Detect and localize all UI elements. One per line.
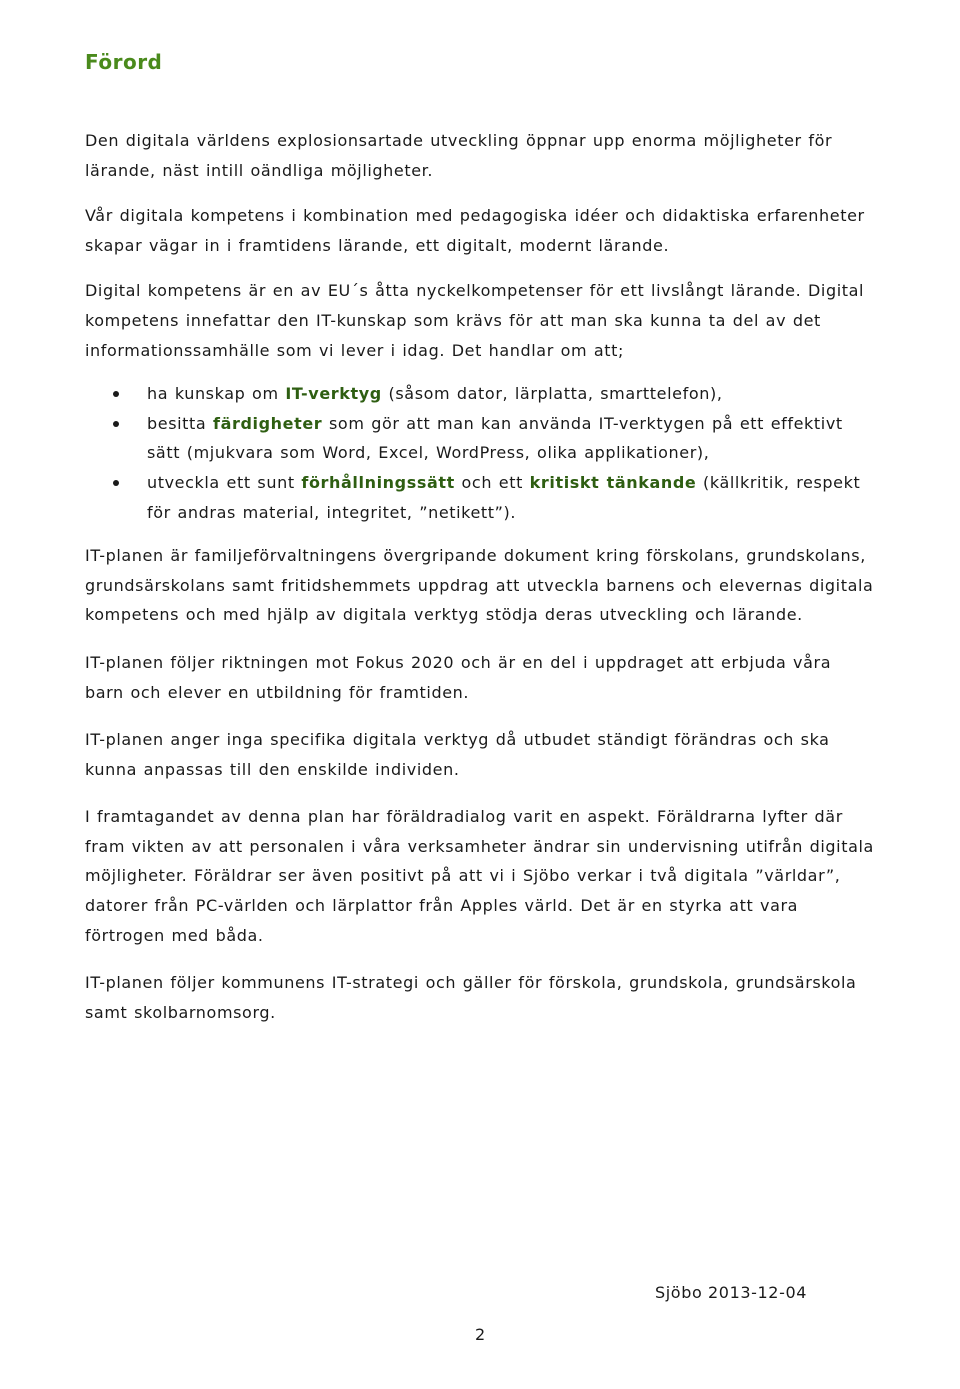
signature-date: Sjöbo 2013-12-04 — [655, 1283, 808, 1302]
paragraph-intro: Den digitala världens explosionsartade utveckling öppnar upp enorma möjligheter för lärande, näst intill oändliga möjligheter. — [85, 131, 833, 180]
highlight-term: IT-verktyg — [285, 384, 382, 404]
highlight-term: förhållningssätt — [301, 472, 455, 492]
bullet-icon — [113, 480, 119, 486]
list-item-it-tools — [85, 379, 875, 409]
list-item-text: (såsom dator, lärplatta, smarttelefon), — [381, 384, 723, 404]
document-body — [85, 126, 875, 1045]
page-title: Förord — [85, 50, 163, 74]
paragraph-digital-competence-combination: Vår digitala kompetens i kombination med pedagogiska idéer och didaktiska erfarenheter skapar vägar in i framtidens lärande, ett digitalt, modernt lärande. — [85, 206, 865, 255]
list-item-text: utveckla ett sunt — [147, 472, 302, 492]
list-item-text: och ett — [454, 472, 530, 492]
bullet-icon — [113, 391, 119, 397]
list-item-attitude — [85, 468, 875, 527]
list-item-text: ha kunskap om — [147, 384, 286, 404]
bullet-icon — [113, 421, 119, 427]
list-item-text: (källkritik, respekt för andras material, integritet, ”netikett”). — [147, 472, 861, 522]
paragraph-parent-dialogue: I framtagandet av denna plan har föräldradialog varit en aspekt. Föräldrarna lyfter där fram vikten av att personalen i våra verksamheter ändrar sin undervisning utifrån digitala möjligheter. Föräldrar ser även positivt på att vi i Sjöbo verkar i två digitala ”världar”, datorer från PC-världen och lärplattor från Apples värld. Det är en styrka att vara förtrogen med båda. — [85, 807, 874, 945]
paragraph-it-plan-overview: IT-planen är familjeförvaltningens övergripande dokument kring förskolans, grundskolans, grundsärskolans samt fritidshemmets uppdrag att utveckla barnens och elevernas digitala kompetens och med hjälp av digitala verktyg stödja deras utveckling och lärande. — [85, 546, 874, 625]
highlight-term: färdigheter — [213, 413, 323, 433]
list-item-text: besitta — [147, 413, 214, 433]
paragraph-eu-key-competence: Digital kompetens är en av EU´s åtta nyckelkompetenser för ett livslångt lärande. Digital kompetens innefattar den IT-kunskap som krävs för att man ska kunna ta del av det informationssamhälle som vi lever i idag. Det handlar om att; — [85, 281, 865, 360]
paragraph-no-specific-tools: IT-planen anger inga specifika digitala verktyg då utbudet ständigt förändras och ska kunna anpassas till den enskilde individen. — [85, 730, 830, 779]
list-item-skills — [85, 409, 875, 468]
paragraph-municipal-strategy: IT-planen följer kommunens IT-strategi och gäller för förskola, grundskola, grundsärskola samt skolbarnomsorg. — [85, 973, 857, 1022]
highlight-term: kritiskt tänkande — [529, 472, 697, 492]
competence-list — [85, 379, 875, 527]
page-number: 2 — [475, 1325, 486, 1344]
list-item-text: som gör att man kan använda IT-verktygen på ett effektivt sätt (mjukvara som Word, Excel, WordPress, olika applikationer), — [147, 413, 843, 463]
paragraph-fokus-2020: IT-planen följer riktningen mot Fokus 2020 och är en del i uppdraget att erbjuda våra barn och elever en utbildning för framtiden. — [85, 652, 832, 702]
